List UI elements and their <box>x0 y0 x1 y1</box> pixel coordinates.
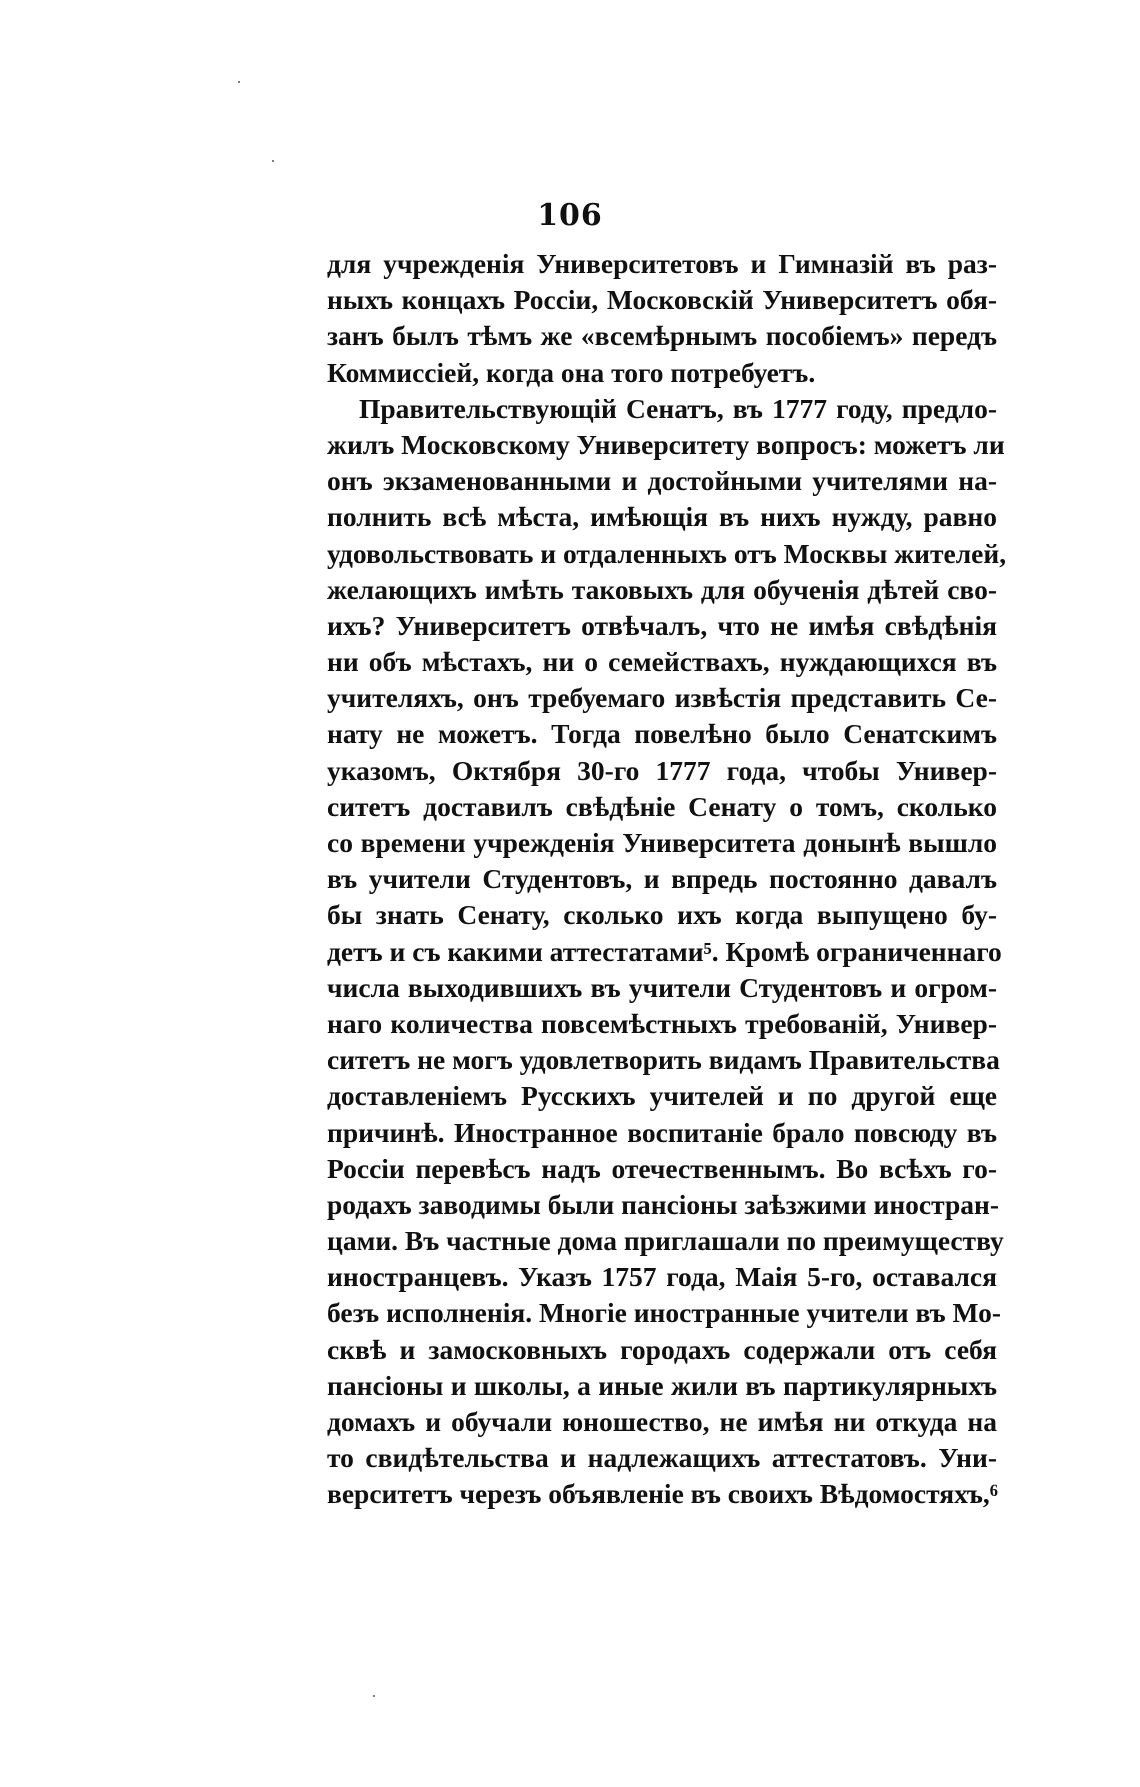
text-line: цами. Въ частные дома приглашали по преимуществу <box>327 1225 1004 1257</box>
page-number: 106 <box>537 198 603 233</box>
text-line: жилъ Московскому Университету вопросъ: можетъ ли <box>327 428 1005 460</box>
text-line: ихъ? Университетъ отвѣчалъ, что не имѣя свѣдѣнія <box>327 609 997 641</box>
text-line: учителяхъ, онъ требуемаго извѣстія представить Се- <box>327 682 997 714</box>
text-line: домахъ и обучали юношество, не имѣя ни откуда на <box>327 1406 997 1437</box>
text-line: ни объ мѣстахъ, ни о семействахъ, нуждающихся въ <box>327 646 997 678</box>
text-line: удовольствовать и отдаленныхъ отъ Москвы жителей, <box>327 537 1007 569</box>
text-line: верситетъ черезъ объявленіе въ своихъ Вѣдомостяхъ,⁶ <box>327 1478 998 1510</box>
text-line: Правительствующій Сенатъ, въ 1777 году, предло- <box>359 392 997 424</box>
text-line: занъ былъ тѣмъ же «всемѣрнымъ пособіемъ» передъ <box>327 320 997 352</box>
text-line: онъ экзаменованными и достойными учителями на- <box>327 465 997 497</box>
text-line: причинѣ. Иностранное воспитаніе брало повсюду въ <box>327 1116 997 1148</box>
text-line: ныхъ концахъ Россіи, Московскій Университетъ обя- <box>327 284 997 316</box>
text-line: пансіоны и школы, а иные жили въ партикулярныхъ <box>327 1369 997 1401</box>
text-line: Коммиссіей, когда она того потребуетъ. <box>327 356 816 388</box>
text-line: указомъ, Октября 30-го 1777 года, чтобы Универ- <box>327 754 997 786</box>
text-line: Россіи перевѣсъ надъ отечественнымъ. Во всѣхъ го- <box>327 1152 997 1184</box>
text-line: родахъ заводимы были пансіоны заѣзжими иностран- <box>327 1188 1000 1220</box>
text-line: сквѣ и замосковныхъ городахъ содержали отъ себя <box>327 1333 997 1365</box>
text-line: ситетъ доставилъ свѣдѣніе Сенату о томъ, сколько <box>327 790 997 822</box>
text-line: иностранцевъ. Указъ 1757 года, Маія 5-го, оставался <box>327 1261 997 1293</box>
text-line: детъ и съ какими аттестатами⁵. Кромѣ ограниченнаго <box>327 935 1002 967</box>
paragraph <box>327 391 1007 1513</box>
text-line: полнить всѣ мѣста, имѣющія въ нихъ нужду, равно <box>327 501 997 533</box>
text-line: нату не можетъ. Тогда повелѣно было Сенатскимъ <box>327 718 997 750</box>
text-line: доставленіемъ Русскихъ учителей и по другой еще <box>327 1080 997 1112</box>
text-line: безъ исполненія. Многіе иностранные учители въ Мо- <box>327 1297 1002 1329</box>
text-line: въ учители Студентовъ, и впредь постоянно давалъ <box>327 863 997 895</box>
text-line: числа выходившихъ въ учители Студентовъ и огром- <box>327 971 997 1003</box>
paragraph <box>327 246 997 391</box>
text-line: со времени учрежденія Университета донынѣ вышло <box>327 827 997 858</box>
text-line: то свидѣтельства и надлежащихъ аттестатовъ. Уни- <box>327 1442 997 1474</box>
scan-speck <box>238 81 240 83</box>
text-line: ситетъ не могъ удовлетворить видамъ Правительства <box>327 1044 1000 1076</box>
text-line: бы знать Сенату, сколько ихъ когда выпущено бу- <box>327 899 997 931</box>
scan-speck <box>373 1695 375 1697</box>
text-line: для учрежденія Университетовъ и Гимназій въ раз- <box>327 248 997 279</box>
scan-speck <box>272 160 274 162</box>
text-line: желающихъ имѣть таковыхъ для обученія дѣтей сво- <box>327 573 997 605</box>
text-line: наго количества повсемѣстныхъ требованій, Универ- <box>327 1007 997 1039</box>
page-text <box>327 246 1007 1513</box>
